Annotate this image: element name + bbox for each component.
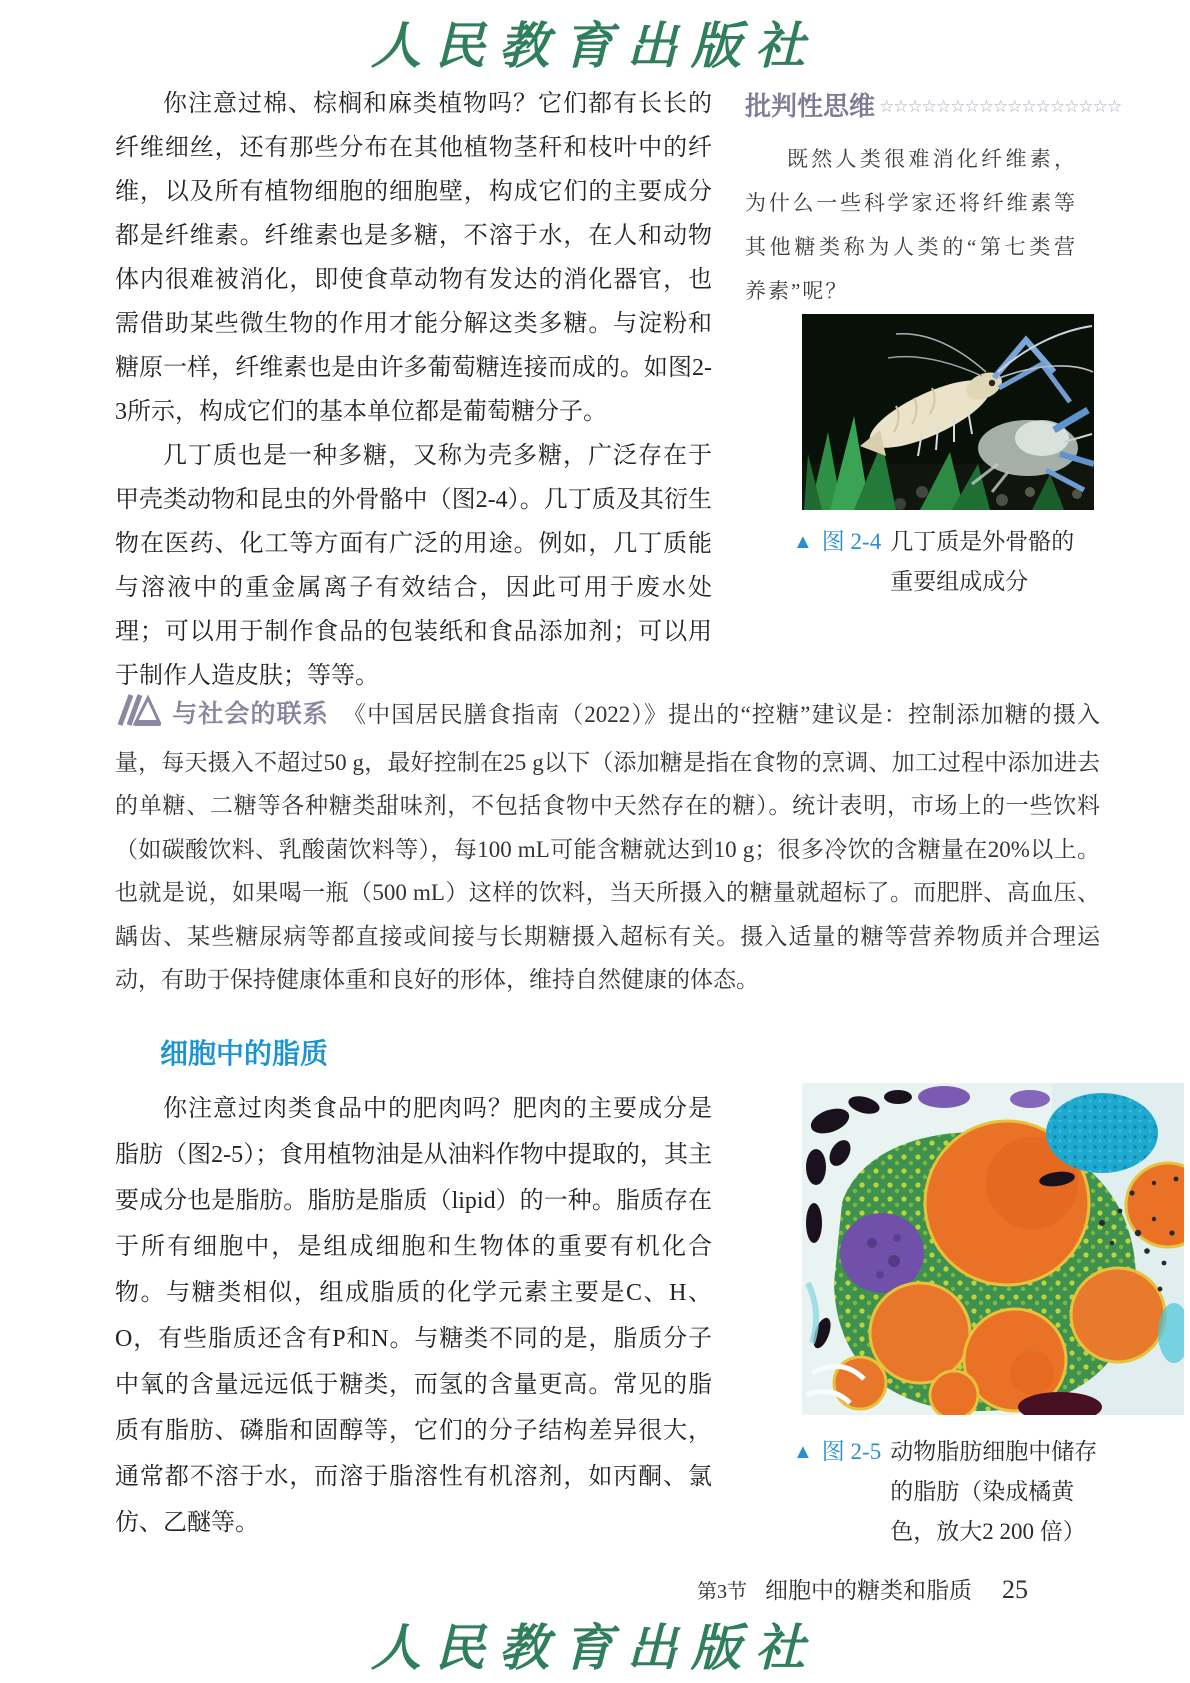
shrimp-exoskeleton-photo	[802, 314, 1094, 515]
footer-section-title: 细胞中的糖类和脂质	[765, 1578, 972, 1603]
society-text: 《中国居民膳食指南（2022）》提出的“控糖”建议是：控制添加糖的摄入量，每天摄入不超过50 g，最好控制在25 g以下（添加糖是指在食物的烹调、加工过程中添加进去的单糖、二糖等各种糖类甜味剂，不包括食物中天然存在的糖）。统计表明，市场上的一些饮料（如碳酸饮料、乳酸菌饮料等），每100 mL可能含糖就达到10 g；很多冷饮的含糖量在20%以上。也就是说，如果喝一瓶（500 mL）这样的饮料，当天所摄入的糖量就超标了。而肥胖、高血压、龋齿、某些糖尿病等都直接或间接与长期糖摄入超标有关。摄入适量的糖等营养物质并合理运动，有助于保持健康体重和良好的形体，维持自然健康的体态。	[115, 702, 1100, 992]
society-section	[115, 692, 1100, 1002]
critical-thinking-title-row	[745, 86, 1122, 123]
critical-thinking-text: 既然人类很难消化纤维素，为什么一些科学家还将纤维素等其他糖类称为人类的“第七类营养素”呢？	[745, 147, 1077, 303]
figure-2-5-caption	[793, 1432, 1109, 1552]
page-footer	[697, 1572, 1028, 1605]
fat-cell-micrograph	[802, 1083, 1184, 1420]
figure-2-5-text: 动物脂肪细胞中储存的脂肪（染成橘黄色，放大2 200 倍）	[890, 1439, 1098, 1544]
paragraph-chitin: 几丁质也是一种多糖，又称为壳多糖，广泛存在于甲壳类动物和昆虫的外骨骼中（图2-4）。几丁质及其衍生物在医药、化工等方面有广泛的用途。例如，几丁质能与溶液中的重金属离子有效结合，因此可用于废水处理；可以用于制作食品的包装纸和食品添加剂；可以用于制作人造皮肤；等等。	[115, 443, 712, 689]
publisher-logo-bottom: 人民教育出版社	[371, 1618, 819, 1677]
paragraph-cellulose: 你注意过棉、棕榈和麻类植物吗？它们都有长长的纤维细丝，还有那些分布在其他植物茎秆和枝叶中的纤维，以及所有植物细胞的细胞壁，构成它们的主要成分都是纤维素。纤维素也是多糖，不溶于水，在人和动物体内很难被消化，即使食草动物有发达的消化器官，也需借助某些微生物的作用才能分解这类多糖。与淀粉和糖原一样，纤维素也是由许多葡萄糖连接而成的。如图2-3所示，构成它们的基本单位都是葡萄糖分子。	[115, 91, 712, 425]
paragraph-lipids: 你注意过肉类食品中的肥肉吗？肥肉的主要成分是脂肪（图2-5）；食用植物油是从油料作物中提取的，其主要成分也是脂肪。脂肪是脂质（lipid）的一种。脂质存在于所有细胞中，是组成细胞和生物体的重要有机化合物。与糖类相似，组成脂质的化学元素主要是C、H、O，有些脂质还含有P和N。与糖类不同的是，脂质分子中氧的含量远远低于糖类，而氢的含量更高。常见的脂质有脂肪、磷脂和固醇等，它们的分子结构差异很大，通常都不溶于水，而溶于脂溶性有机溶剂，如丙酮、氯仿、乙醚等。	[115, 1096, 712, 1536]
main-text-column	[115, 82, 712, 698]
figure-marker-icon: ▲	[793, 531, 813, 553]
figure-2-5-label: 图 2-5	[821, 1439, 882, 1464]
critical-thinking-box	[745, 86, 1122, 313]
publisher-logo-top: 人民教育出版社	[371, 16, 819, 75]
figure-marker-icon: ▲	[793, 1441, 813, 1463]
figure-2-4-caption	[793, 522, 1093, 602]
star-divider-icon: ☆☆☆☆☆☆☆☆☆☆☆☆☆☆☆☆☆	[879, 97, 1122, 116]
figure-2-4-text: 几丁质是外骨骼的重要组成成分	[890, 529, 1075, 594]
footer-section-label: 第3节	[697, 1581, 747, 1603]
mountain-slashes-icon	[115, 692, 161, 741]
page-number: 25	[1002, 1575, 1028, 1604]
society-heading: 与社会的联系	[171, 700, 329, 728]
lipid-paragraph-block	[115, 1086, 712, 1546]
section-heading-lipids: 细胞中的脂质	[160, 1038, 329, 1069]
critical-thinking-title: 批判性思维	[745, 91, 876, 121]
figure-2-4-label: 图 2-4	[821, 529, 882, 554]
